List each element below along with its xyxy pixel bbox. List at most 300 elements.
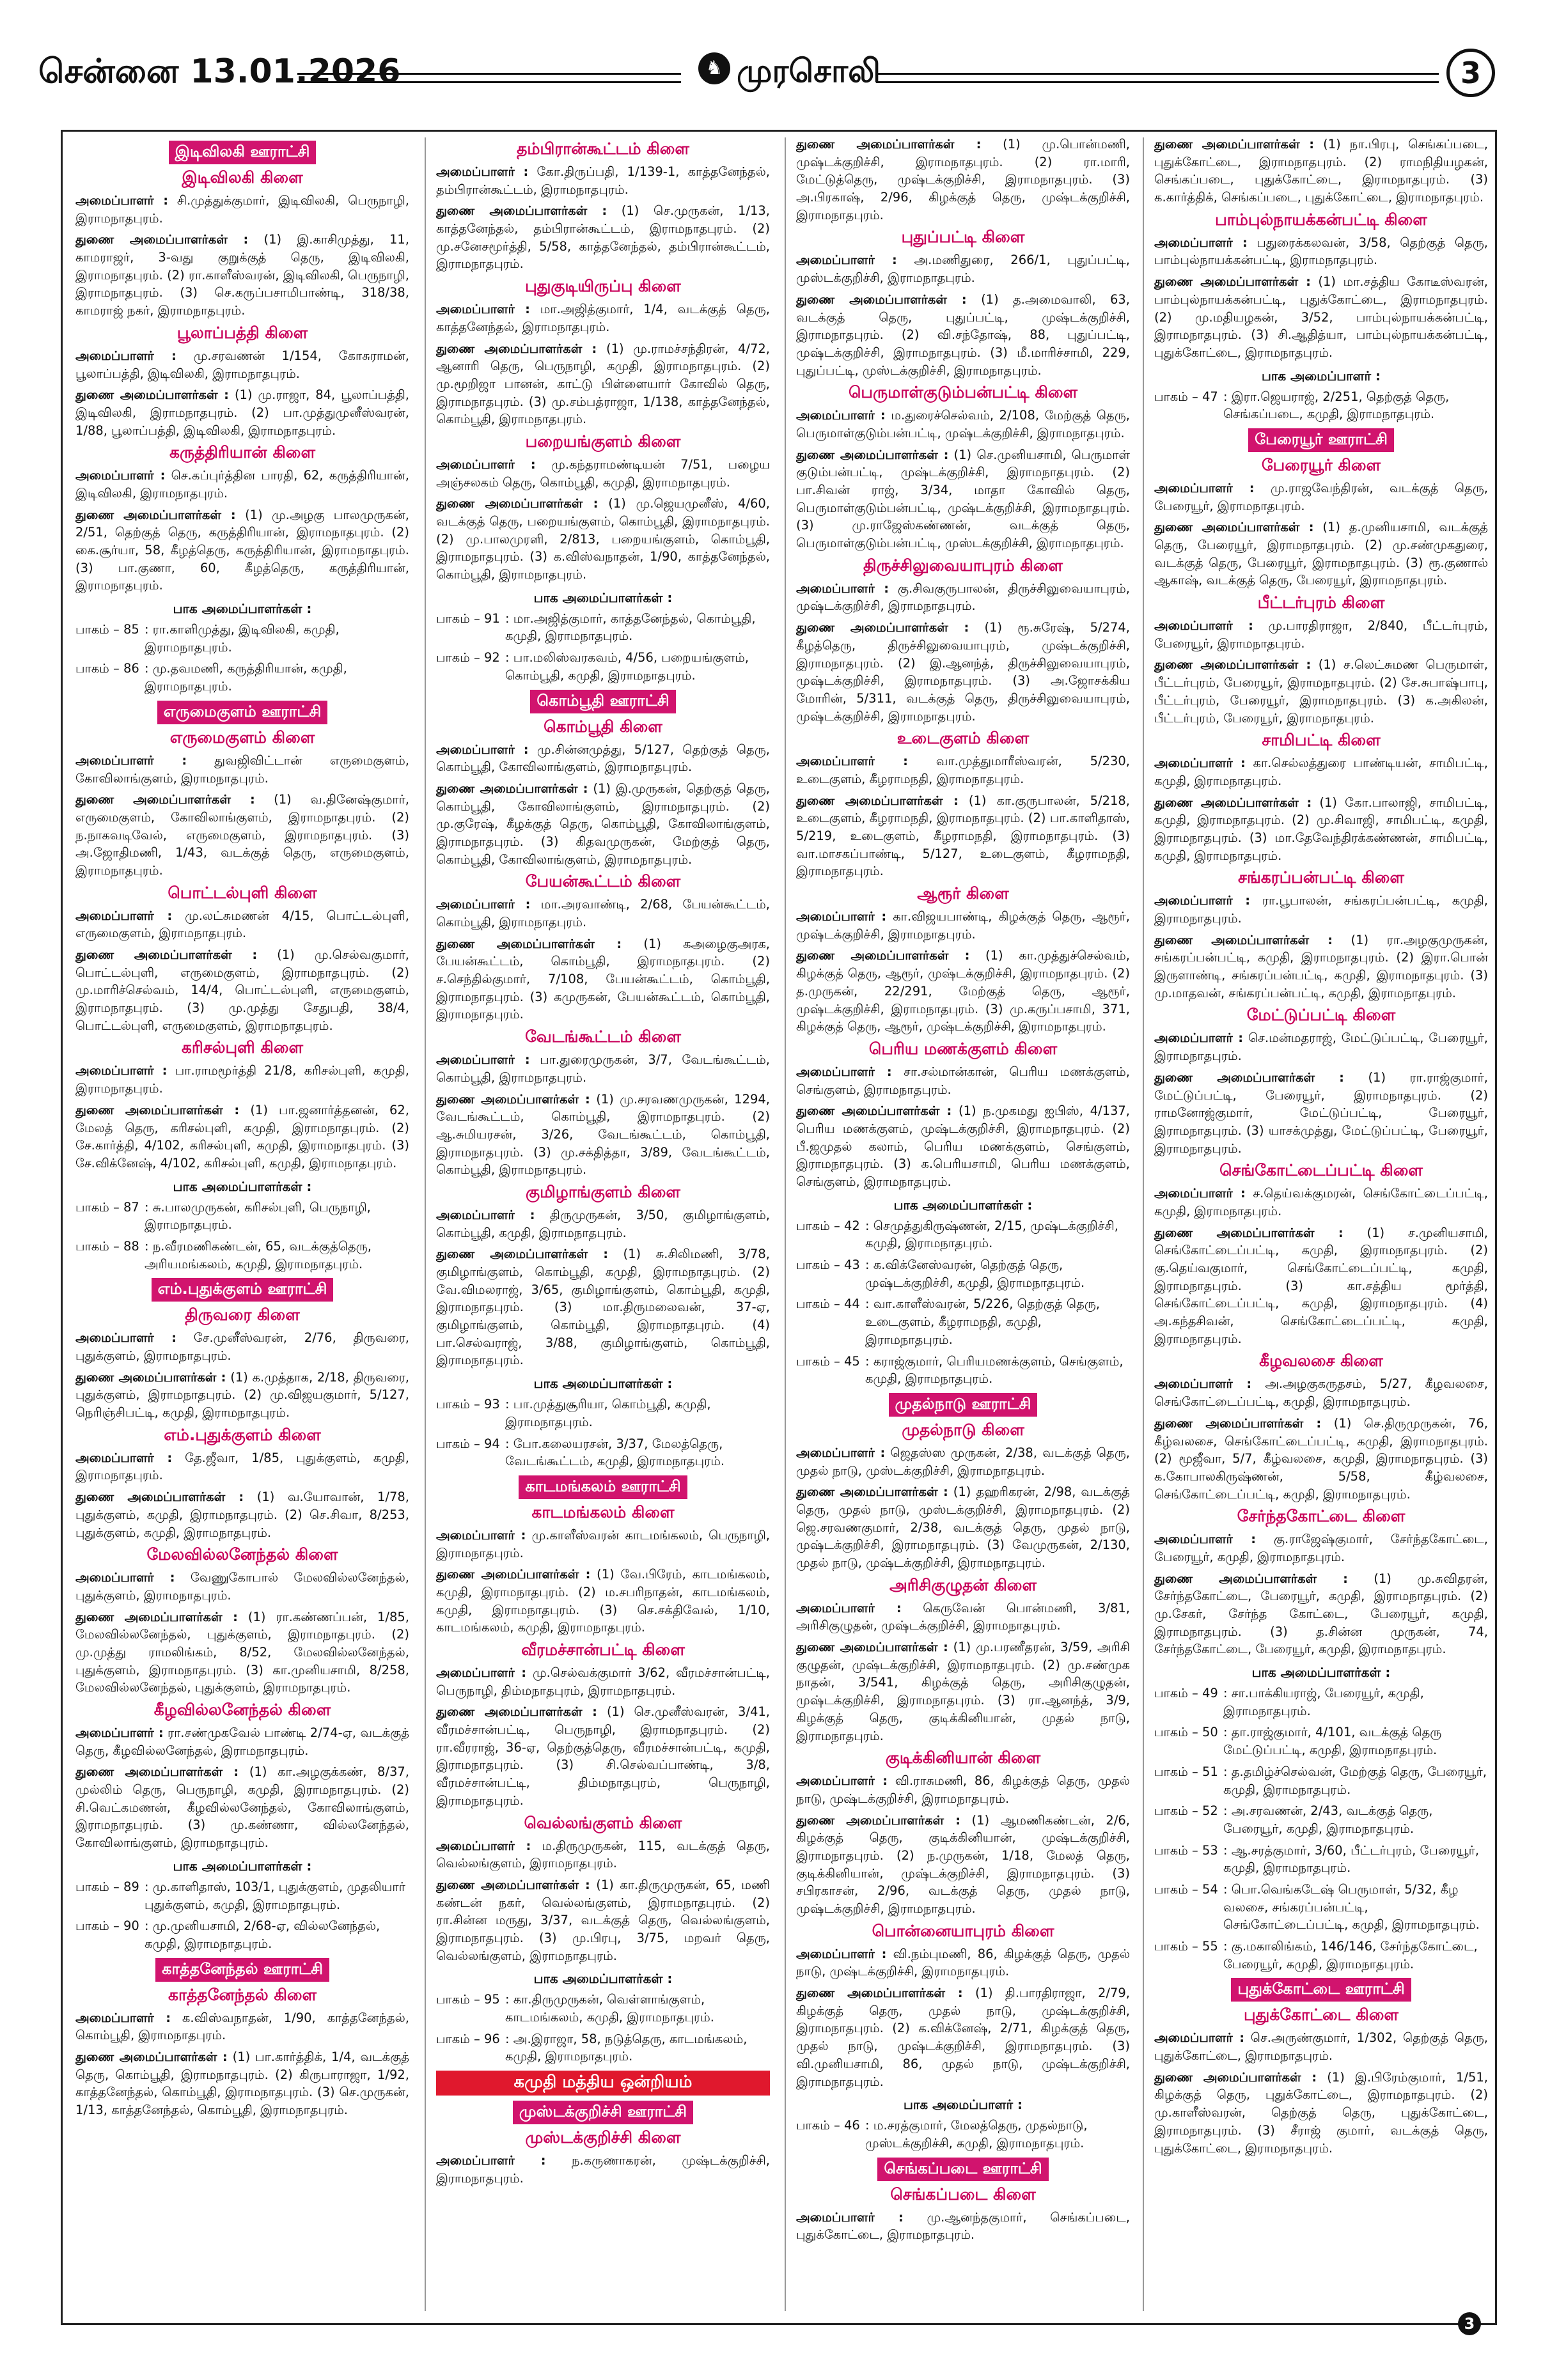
role-label: துணை அமைப்பாளர்கள் : <box>796 1640 948 1655</box>
part-number: பாகம் – 47 <box>1154 389 1218 404</box>
union-banner: கமுதி மத்திய ஒன்றியம் <box>436 2071 770 2096</box>
part-organiser-row <box>436 1991 770 2026</box>
panchayat-name: பேரையூர் ஊராட்சி <box>1248 428 1394 452</box>
panchayat-name: கொம்பூதி ஊராட்சி <box>530 690 675 713</box>
part-number: பாகம் – 50 <box>1154 1725 1218 1740</box>
role-label: துணை அமைப்பாளர்கள் : <box>796 793 959 808</box>
deputy-organisers-entry <box>436 780 770 868</box>
role-label: துணை அமைப்பாளர்கள் : <box>1154 795 1312 810</box>
column-3 <box>796 136 1130 2312</box>
role-label: துணை அமைப்பாளர்கள் : <box>75 1102 240 1117</box>
deputy-organisers-list: (1) மு.பொன்மணி, முஷ்டக்குறிச்சி, இராமநாதபுரம். (2) ரா.மாரி, மேட்டுத்தெரு, முஷ்டக்குறிச்சி, இராமநாதபுரம். (3) அ.பிரகாஷ், 2/96, கிழக்குத் தெரு, முஷ்டக்குறிச்சி, இராமநாதபுரம். <box>796 137 1130 222</box>
organiser-name: ரா.சண்முகவேல் பாண்டி 2/74-ஏ, வடக்குத் தெரு, கீழவில்லனேந்தல், இராமநாதபுரம். <box>75 1725 409 1758</box>
edition-date: சென்னை 13.01.2026 <box>38 52 401 91</box>
branch-title: கருத்திரியான் கிளை <box>169 443 316 462</box>
role-label: துணை அமைப்பாளர்கள் : <box>796 137 982 152</box>
role-label: துணை அமைப்பாளர்கள் : <box>75 1609 238 1624</box>
deputy-organisers-entry <box>75 1608 409 1697</box>
part-organiser-row <box>796 1217 1130 1252</box>
role-label: அமைப்பாளர் : <box>436 2153 546 2168</box>
footer-page-number: 3 <box>1458 2312 1481 2335</box>
panchayat-name: காத்தனேந்தல் ஊராட்சி <box>155 1958 329 1982</box>
part-number: பாகம் – 85 <box>75 622 139 637</box>
part-organiser-name: : கராஜ்குமார், பெரியமணக்குளம், செங்குளம், கமுதி, இராமநாதபுரம். <box>865 1353 1124 1387</box>
role-label: அமைப்பாளர் : <box>75 1570 175 1585</box>
part-number: பாகம் – 51 <box>1154 1764 1218 1779</box>
brand-name: முரசொலி <box>737 52 881 89</box>
deputy-organisers-list: (1) ரா.ராஜ்குமார், மேட்டுப்பட்டி, பேரையூர், இராமநாதபுரம். (2) ராமனோஜ்குமார், மேட்டுப்பட்டி, பேரையூர், இராமநாதபுரம். (3) யாசக்முத்து, மேட்டுப்பட்டி, பேரையூர், இராமநாதபுரம். <box>1154 1069 1488 1156</box>
deputy-organisers-entry <box>75 2048 409 2119</box>
part-organisers-heading: பாக அமைப்பாளர்கள் : <box>533 589 673 605</box>
part-organisers-heading: பாக அமைப்பாளர் : <box>1261 368 1381 384</box>
role-label: அமைப்பாளர் : <box>796 408 886 423</box>
part-number: பாகம் – 87 <box>75 1199 139 1215</box>
organiser-entry <box>436 1664 770 1699</box>
organiser-name: கா.விஜயபாண்டி, கிழக்குத் தெரு, ஆரூர், முஷ்டக்குறிச்சி, இராமநாதபுரம். <box>796 909 1130 942</box>
role-label: அமைப்பாளர் : <box>796 2209 904 2225</box>
part-organiser-name: : வா.காளீஸ்வரன், 5/226, தெற்குத் தெரு, உடைகுளம், கீழராமநதி, கமுதி, இராமநாதபுரம். <box>865 1296 1100 1347</box>
part-organiser-name: : மு.முனியசாமி, 2/68-ஏ, வில்லனேந்தல், கமுதி, இராமநாதபுரம். <box>145 1918 380 1951</box>
organiser-name: தே.ஜீவா, 1/85, புதுக்குளம், கமுதி, இராமநாதபுரம். <box>75 1450 409 1483</box>
deputy-organisers-entry <box>75 1369 409 1422</box>
part-organiser-name: : செமுத்துகிருஷ்ணன், 2/15, முஷ்டக்குறிச்சி, கமுதி, இராமநாதபுரம். <box>865 1218 1118 1251</box>
masthead <box>0 0 1543 147</box>
role-label: அமைப்பாளர் : <box>75 1450 173 1465</box>
part-organiser-name: : க.விக்னேஸ்வரன், தெற்குத் தெரு, முஷ்டக்குறிச்சி, கமுதி, இராமநாதபுரம். <box>865 1257 1085 1290</box>
organiser-entry <box>796 752 1130 788</box>
part-organiser-row <box>1154 1763 1488 1798</box>
role-label: அமைப்பாளர் : <box>436 1052 530 1068</box>
role-label: அமைப்பாளர் : <box>796 1773 888 1789</box>
role-label: துணை அமைப்பாளர்கள் : <box>796 1103 952 1119</box>
organiser-entry <box>1154 2029 1488 2064</box>
branch-title: கீழவலசை கிளை <box>1259 1351 1383 1371</box>
organiser-name: கெருவேன் பொன்மணி, 3/81, அரிசிகுழுதன், முஷ்டக்குறிச்சி, இராமநாதபுரம். <box>796 1600 1130 1633</box>
part-organiser-row <box>436 649 770 684</box>
part-organiser-name: : சு.பாலமுருகன், கரிசல்புளி, பெருநாழி, இராமநாதபுரம். <box>145 1199 371 1233</box>
part-organiser-name: : பொ.வெங்கடேஷ் பெருமாள், 5/32, கீழ வலசை, சங்கரப்பன்பட்டி, செங்கோட்டைப்பட்டி, கமுதி, இராமநாதபுரம். <box>1223 1881 1480 1933</box>
part-organiser-row <box>796 2117 1130 2152</box>
deputy-organisers-entry <box>75 1488 409 1541</box>
deputy-organisers-list: (1) மு.பரணீதரன், 3/59, அரிசி குழுதன், முஷ்டக்குறிச்சி, இராமநாதபுரம். (2) மு.சண்முக நாதன், 3/541, கிழக்குத் தெரு, அரிசிகுழுதன், முஷ்டக்குறிச்சி, இராமநாதபுரம். (3) ரா.ஆனந்த், 3/9, கிழக்குத் தெரு, குடிக்கினியான், முதல் நாடு, இராமநாதபுரம். <box>796 1640 1130 1743</box>
organiser-name: கு.சிவகுருபாலன், திருச்சிலுவையாபுரம், முஷ்டக்குறிச்சி, இராமநாதபுரம். <box>796 580 1130 614</box>
role-label: அமைப்பாளர் : <box>1154 480 1255 495</box>
deputy-organisers-entry <box>75 791 409 879</box>
branch-title: பீட்டர்புரம் கிளை <box>1257 593 1385 612</box>
deputy-organisers-list: (1) மு.சுவிதரன், சேர்ந்தகோட்டை, பேரையூர், கமுதி, இராமநாதபுரம். (2) மு.சேகர், சேர்ந்த கோட்டை, பேரையூர், கமுதி, இராமநாதபுரம். (3) த.சின்ன முருகன், 74, சேர்ந்தகோட்டை, பேரையூர், கமுதி, இராமநாதபுரம். <box>1154 1571 1488 1657</box>
part-organiser-row <box>1154 1684 1488 1720</box>
branch-title: பொட்டல்புளி கிளை <box>168 883 317 902</box>
organiser-name: மா.அஜித்குமார், 1/4, வடக்குத் தெரு, காத்தனேந்தல், இராமநாதபுரம். <box>436 302 770 334</box>
role-label: அமைப்பாளர் : <box>1154 1186 1246 1201</box>
deputy-organisers-entry <box>1154 136 1488 206</box>
role-label: அமைப்பாளர் : <box>1154 1532 1257 1547</box>
panchayat-name: முதல்நாடு ஊராட்சி <box>889 1393 1038 1417</box>
organiser-name: மு.பாரதிராஜா, 2/840, பீட்டர்புரம், பேரையூர், இராமநாதபுரம். <box>1154 618 1488 651</box>
deputy-organisers-entry <box>1154 518 1488 589</box>
organiser-entry <box>796 1444 1130 1479</box>
part-number: பாகம் – 52 <box>1154 1803 1218 1819</box>
organiser-entry <box>796 1063 1130 1098</box>
part-organiser-name: : ரா.காளிமுத்து, இடிவிலகி, கமுதி, இராமநாதபுரம். <box>145 622 340 655</box>
role-label: துணை அமைப்பாளர்கள் : <box>436 496 599 511</box>
branch-title: எருமைகுளம் கிளை <box>169 727 315 747</box>
organiser-name: மு.காளீஸ்வரன் காடமங்கலம், பெருநாழி, இராமநாதபுரம். <box>436 1527 770 1560</box>
part-organiser-name: : ஆ.சரத்குமார், 3/60, பீட்டர்புரம், பேரையூர், கமுதி, இராமநாதபுரம். <box>1223 1842 1480 1876</box>
column-1 <box>75 136 409 2312</box>
deputy-organisers-list: (1) மு.ராஜா, 84, பூலாப்பத்தி, இடிவிலகி, இராமநாதபுரம். (2) பா.முத்துமுனீஸ்வரன், 1/88, பூலாப்பத்தி, இடிவிலகி, இராமநாதபுரம். <box>75 387 409 438</box>
deputy-organisers-entry <box>1154 1415 1488 1503</box>
part-number: பாகம் – 46 <box>796 2118 860 2133</box>
organiser-entry <box>1154 1185 1488 1220</box>
role-label: அமைப்பாளர் : <box>1154 2030 1244 2046</box>
organiser-entry <box>75 467 409 502</box>
role-label: துணை அமைப்பாளர்கள் : <box>75 1764 239 1780</box>
role-label: துணை அமைப்பாளர்கள் : <box>796 620 969 635</box>
part-organiser-row <box>436 610 770 645</box>
deputy-organisers-entry <box>1154 656 1488 727</box>
deputy-organisers-entry <box>1154 1069 1488 1157</box>
role-label: அமைப்பாளர் : <box>75 348 176 363</box>
organiser-entry <box>796 251 1130 286</box>
deputy-organisers-list: (1) ச.முனியசாமி, செங்கோட்டைப்பட்டி, கமுதி, இராமநாதபுரம். (2) கு.தெய்வகுமார், செங்கோட்டைப்பட்டி, கமுதி, இராமநாதபுரம். (3) கா.சத்திய மூர்த்தி, செங்கோட்டைப்பட்டி, கமுதி, இராமநாதபுரம். (4) அ.கந்தசிவன், செங்கோட்டைப்பட்டி, கமுதி, இராமநாதபுரம். <box>1154 1225 1488 1346</box>
elephant-logo-icon: ♞ <box>698 52 730 84</box>
part-number: பாகம் – 42 <box>796 1218 860 1233</box>
organiser-entry <box>796 580 1130 615</box>
role-label: அமைப்பாளர் : <box>1154 1031 1244 1046</box>
organiser-entry <box>75 1449 409 1484</box>
role-label: துணை அமைப்பாளர்கள் : <box>796 447 949 462</box>
part-organiser-row <box>1154 1723 1488 1759</box>
organiser-entry <box>796 1945 1130 1980</box>
panchayat-header <box>75 1958 409 1982</box>
deputy-organisers-entry <box>796 446 1130 552</box>
column-4 <box>1154 136 1488 2312</box>
role-label: துணை அமைப்பாளர்கள் : <box>1154 274 1311 290</box>
role-label: துணை அமைப்பாளர்கள் : <box>436 203 607 219</box>
deputy-organisers-entry <box>796 136 1130 224</box>
role-label: துணை அமைப்பாளர்கள் : <box>1154 657 1312 673</box>
column-2 <box>436 136 770 2312</box>
deputy-organisers-entry <box>436 1091 770 1179</box>
role-label: துணை அமைப்பாளர்கள் : <box>1154 932 1333 947</box>
branch-title: வெல்லங்குளம் கிளை <box>524 1813 682 1832</box>
organiser-name: மா.அரவாண்டி, 2/68, பேயன்கூட்டம், கொம்பூதி, இராமநாதபுரம். <box>436 897 770 929</box>
part-organiser-row <box>75 1917 409 1952</box>
part-organiser-row <box>75 660 409 695</box>
deputy-organisers-list: (1) த.அமைவாலி, 63, வடக்குத் தெரு, புதுப்பட்டி, முஷ்டக்குறிச்சி, இராமநாதபுரம். (2) வி.சந்தோஷ், 88, புதுப்பட்டி, முஷ்டக்குறிச்சி, இராமநாதபுரம். (3) மீ.மாரிச்சாமி, 229, புதுப்பட்டி, முஸ்டக்குறிச்சி, இராமநாதபுரம். <box>796 292 1130 378</box>
part-organisers-heading: பாக அமைப்பாளர்கள் : <box>173 601 312 617</box>
organiser-entry <box>75 1329 409 1364</box>
panchayat-header <box>75 141 409 164</box>
role-label: அமைப்பாளர் : <box>1154 1376 1252 1392</box>
role-label: துணை அமைப்பாளர்கள் : <box>1154 1571 1348 1586</box>
organiser-name: ம.திருமுருகன், 115, வடக்குத் தெரு, வெல்லங்குளம், இராமநாதபுரம். <box>436 1838 770 1871</box>
role-label: துணை அமைப்பாளர்கள் : <box>436 1091 590 1107</box>
deputy-organisers-entry <box>1154 273 1488 361</box>
branch-title: காடமங்கலம் கிளை <box>531 1502 675 1521</box>
part-organiser-name: : த.தமிழ்ச்செல்வன், மேற்குத் தெரு, பேரையூர், கமுதி, இராமநாதபுரம். <box>1223 1764 1487 1797</box>
role-label: அமைப்பாளர் : <box>75 1330 176 1346</box>
deputy-organisers-entry <box>1154 1570 1488 1658</box>
column-divider <box>785 137 786 2311</box>
branch-title: பொன்னையாபுரம் கிளை <box>872 1921 1054 1940</box>
organiser-entry <box>75 1062 409 1097</box>
organiser-name: பா.துரைமுருகன், 3/7, வேடங்கூட்டம், கொம்பூதி, இராமநாதபுரம். <box>436 1052 770 1085</box>
organiser-name: கா.செல்லத்துரை பாண்டியன், சாமிபட்டி, கமுதி, இராமநாதபுரம். <box>1154 756 1488 788</box>
deputy-organisers-entry <box>1154 931 1488 1002</box>
branch-title: சாமிபட்டி கிளை <box>1262 731 1381 750</box>
deputy-organisers-list: (1) சு.சிலிமணி, 3/78, குமிழாங்குளம், கொம்பூதி, கமுதி, இராமநாதபுரம். (2) வே.விமலராஜ், 3/65, குமிழாங்குளம், கொம்பூதி, கமுதி, இராமநாதபுரம். (3) மா.திருமலைவன், 37-ஏ, குமிழாங்குளம், கொம்பூதி, இராமநாதபுரம். (4) பா.செல்வராஜ், 3/88, குமிழாங்குளம், கொம்பூதி, இராமநாதபுரம். <box>436 1247 770 1368</box>
panchayat-name: முஸ்டக்குறிச்சி ஊராட்சி <box>513 2101 693 2124</box>
part-organisers-heading: பாக அமைப்பாளர் : <box>903 2097 1022 2113</box>
organiser-name: வேணுகோபால் மேலவில்லனேந்தல், புதுக்குளம், இராமநாதபுரம். <box>75 1570 409 1603</box>
deputy-organisers-list: (1) கா.குருபாலன், 5/218, உடைகுளம், கீழராமநதி, இராமநாதபுரம். (2) பா.காளிதாஸ், 5/219, உடைகுளம், கீழராமநதி, இராமநாதபுரம். (3) வா.மாசகப்பாண்டி, 5/127, உடைகுளம், கீழராமநதி, இராமநாதபுரம். <box>796 793 1130 879</box>
part-organiser-row <box>1154 388 1488 423</box>
part-organiser-row <box>1154 1802 1488 1837</box>
deputy-organisers-entry <box>436 202 770 273</box>
role-label: அமைப்பாளர் : <box>75 193 168 208</box>
organiser-entry <box>796 1772 1130 1807</box>
organiser-name: அ.மணிதுரை, 266/1, புதுப்பட்டி, முஸ்டக்குறிச்சி, இராமநாதபுரம். <box>796 253 1130 286</box>
deputy-organisers-entry <box>796 1638 1130 1745</box>
organiser-name: க.விஸ்வநாதன், 1/90, காத்தனேந்தல், கொம்பூதி, இராமநாதபுரம். <box>75 2010 409 2043</box>
part-organiser-name: : மு.தவமணி, கருத்திரியான், கமுதி, இராமநாதபுரம். <box>145 661 347 694</box>
part-organiser-name: : பா.மலிஸ்வரகவம், 4/56, பறையங்குளம், கொம்பூதி, கமுதி, இராமநாதபுரம். <box>505 650 749 683</box>
deputy-organisers-list: (1) கா.அழகுக்கண், 8/37, முல்லிம் தெரு, பெருநாழி, கமுதி, இராமநாதபுரம். (2) சி.வெட்கமணன், கீழவில்லனேந்தல், கோவிலாங்குளம், இராமநாதபுரம். (3) மு.கண்ணா, வில்லனேந்தல், கோவிலாங்குளம், இராமநாதபுரம். <box>75 1764 409 1851</box>
organiser-entry <box>796 908 1130 943</box>
role-label: அமைப்பாளர் : <box>1154 893 1251 908</box>
organiser-name: மு.சரவணன் 1/154, கோசுராமன், பூலாப்பத்தி, இடிவிலகி, இராமநாதபுரம். <box>75 348 409 381</box>
organiser-entry <box>436 163 770 198</box>
role-label: துணை அமைப்பாளர்கள் : <box>1154 1225 1343 1240</box>
deputy-organisers-list: (1) கா.திருமுருகன், 65, மணி கண்டன் நகர், வெல்லங்குளம், இராமநாதபுரம். (2) ரா.சின்ன மருது, 3/37, வடக்குத் தெரு, வெல்லங்குளம், இராமநாதபுரம். (3) மு.பிரபு, 3/75, மறவர் தெரு, வெல்லங்குளம், இராமநாதபுரம். <box>436 1877 770 1963</box>
deputy-organisers-entry <box>796 1102 1130 1190</box>
organiser-entry <box>796 2209 1130 2244</box>
deputy-organisers-entry <box>75 386 409 439</box>
part-organiser-row <box>436 1435 770 1470</box>
organiser-entry <box>436 300 770 336</box>
role-label: அமைப்பாளர் : <box>1154 618 1253 634</box>
role-label: அமைப்பாளர் : <box>796 754 908 769</box>
branch-title: பறையங்குளம் கிளை <box>525 432 681 451</box>
panchayat-header <box>1154 1978 1488 2002</box>
panchayat-name: காடமங்கலம் ஊராட்சி <box>519 1475 687 1499</box>
panchayat-header <box>796 2158 1130 2181</box>
organiser-entry <box>1154 1530 1488 1566</box>
part-organisers-heading: பாக அமைப்பாளர்கள் : <box>173 1178 312 1194</box>
part-organiser-name: : போ.கலையரசன், 3/37, மேலத்தெரு, வேடங்கூட்டம், கமுதி, இராமநாதபுரம். <box>505 1436 725 1469</box>
deputy-organisers-list: (1) இ.காசிமுத்து, 11, காமராஜர், 3-வது குறுக்குத் தெரு, இடிவிலகி, இராமநாதபுரம். (2) ரா.காளீஸ்வரன், இடிவிலகி, பெருநாழி, இராமநாதபுரம். (3) செ.கருப்பசாமிபாண்டி, 318/38, காமராஜ் நகர், இராமநாதபுரம். <box>75 232 409 318</box>
branch-title: பூலாப்பத்தி கிளை <box>176 323 308 342</box>
branch-title: பெரிய மணக்குளம் கிளை <box>868 1039 1058 1058</box>
role-label: துணை அமைப்பாளர்கள் : <box>1154 520 1314 535</box>
deputy-organisers-list: (1) கஅழைகுஅரக, பேயன்கூட்டம், கொம்பூதி, இராமநாதபுரம். (2) ச.செந்தில்குமார், 7/108, பேயன்கூட்டம், கொம்பூதி, இராமநாதபுரம். (3) கமுருகன், பேயன்கூட்டம், கொம்பூதி, இராமநாதபுரம். <box>436 936 770 1022</box>
organiser-entry <box>436 1837 770 1872</box>
part-number: பாகம் – 43 <box>796 1257 860 1273</box>
deputy-organisers-entry <box>75 231 409 319</box>
organiser-entry <box>75 347 409 382</box>
role-label: துணை அமைப்பாளர்கள் : <box>75 2049 228 2064</box>
deputy-organisers-list: (1) தி.பாரதிராஜா, 2/79, கிழக்குத் தெரு, முதல் நாடு, முஷ்டக்குறிச்சி, இராமநாதபுரம். (2) க.விக்னேஷ், 2/71, கிழக்குத் தெரு, முதல் நாடு, முஷ்டக்குறிச்சி, இராமநாதபுரம். (3) வி.முனியசாமி, 86, முதல் நாடு, முஷ்டக்குறிச்சி, இராமநாதபுரம். <box>796 1986 1130 2089</box>
part-organiser-row <box>75 1199 409 1234</box>
organiser-entry <box>75 192 409 227</box>
branch-title: அரிசிகுழுதன் கிளை <box>889 1575 1037 1594</box>
deputy-organisers-list: (1) செ.முருகன், 1/13, காத்தனேந்தல், தம்பிரான்கூட்டம், இராமநாதபுரம். (2) மு.சனேசமூர்த்தி, 5/58, காத்தனேந்தல், தம்பிரான்கூட்டம், இராமநாதபுரம். <box>436 203 770 272</box>
deputy-organisers-list: (1) நா.பிரபு, செங்கப்படை, புதுக்கோட்டை, இராமநாதபுரம். (2) ராமநிதியழகன், செங்கப்படை, புதுக்கோட்டை, இராமநாதபுரம். (3) க.கார்த்திக், செங்கப்படை, புதுக்கோட்டை, இராமநாதபுரம். <box>1154 137 1488 205</box>
deputy-organisers-list: (1) செ.முனியசாமி, பெருமாள் குடும்பன்பட்டி, முஷ்டக்குறிச்சி, இராமநாதபுரம். (2) பா.சிவன் ராஜ், 3/34, மாதா கோவில் தெரு, பெருமாள்குடும்பன்பட்டி, முஷ்டக்குறிச்சி, இராமநாதபுரம். (3) மு.ராஜேஸ்கண்ணன், வடக்குத் தெரு, பெருமாள்குடும்பன்பட்டி, முஸ்டக்குறிச்சி, இராமநாதபுரம். <box>796 447 1130 551</box>
deputy-organisers-entry <box>436 1566 770 1637</box>
deputy-organisers-list: (1) த.முனியசாமி, வடக்குத் தெரு, பேரையூர், இராமநாதபுரம். (2) மு.சண்முகதுரை, வடக்குத் தெரு, பேரையூர், இராமநாதபுரம். (3) ரூ.குணால் ஆகாஷ், வடக்குத் தெரு, பேரையூர், இராமநாதபுரம். <box>1154 520 1488 588</box>
panchayat-name: எருமைகுளம் ஊராட்சி <box>157 701 328 724</box>
organiser-name: மு.ராஜவேந்திரன், வடக்குத் தெரு, பேரையூர், இராமநாதபுரம். <box>1154 480 1488 513</box>
deputy-organisers-list: (1) மு.ஜெயமுனீஸ், 4/60, வடக்குத் தெரு, பறையங்குளம், கொம்பூதி, இராமநாதபுரம். (2) மு.பாலமுரளி, 2/813, பறையங்குளம், கொம்பூதி, இராமநாதபுரம். (3) க.விஸ்வநாதன், 1/90, காத்தனேந்தல், கொம்பூதி, இராமநாதபுரம். <box>436 496 770 582</box>
part-number: பாகம் – 91 <box>436 611 500 626</box>
deputy-organisers-list: (1) செ.திருமுருகன், 76, கீழ்வலசை, செங்கோட்டைப்பட்டி, கமுதி, இராமநாதபுரம். (2) மூஜீவா, 5/7, கீழ்வலசை, கமுதி, இராமநாதபுரம். (3) க.கோபாலகிருஷ்ணன், 5/58, கீழ்வலசை, செங்கோட்டைப்பட்டி, கமுதி, இராமநாதபுரம். <box>1154 1415 1488 1502</box>
role-label: துணை அமைப்பாளர்கள் : <box>75 1369 226 1385</box>
role-label: துணை அமைப்பாளர்கள் : <box>436 1877 590 1892</box>
organiser-name: மு.சின்னமுத்து, 5/127, தெற்குத் தெரு, கொம்பூதி, கோவிலாங்குளம், இராமநாதபுரம். <box>436 742 770 775</box>
branch-title: திருச்சிலுவையாபுரம் கிளை <box>863 556 1063 575</box>
part-organiser-row <box>1154 1881 1488 1934</box>
organiser-name: ந.கருணாகரன், முஷ்டக்குறிச்சி, இராமநாதபுரம். <box>436 2153 770 2186</box>
deputy-organisers-entry <box>1154 1224 1488 1348</box>
deputy-organisers-list: (1) மு.அழகு பாலமுருகன், 2/51, தெற்குத் தெரு, கருத்திரியான், இராமநாதபுரம். (2) கை.சூர்யா, 58, கீழத்தெரு, கருத்திரியான், இராமநாதபுரம். (3) பா.குணா, 60, கீழத்தெரு, கருத்திரியான், இராமநாதபுரம். <box>75 507 409 593</box>
deputy-organisers-list: (1) வ.யோவான், 1/78, புதுக்குளம், கமுதி, இராமநாதபுரம். (2) செ.சிவா, 8/253, புதுக்குளம், கமுதி, இராமநாதபுரம். <box>75 1489 409 1540</box>
part-organisers-heading: பாக அமைப்பாளர்கள் : <box>893 1197 1033 1213</box>
organiser-name: சே.முனீஸ்வரன், 2/76, திருவரை, புதுக்குளம், இராமநாதபுரம். <box>75 1330 409 1363</box>
part-number: பாகம் – 53 <box>1154 1842 1218 1858</box>
page-number-badge: 3 <box>1446 49 1495 97</box>
role-label: துணை அமைப்பாளர்கள் : <box>75 232 249 247</box>
role-label: அமைப்பாளர் : <box>75 908 173 923</box>
branch-title: பாம்புல்நாயக்கன்பட்டி கிளை <box>1215 210 1427 229</box>
part-number: பாகம் – 54 <box>1154 1881 1218 1897</box>
organiser-name: ச.தெய்வக்குமரன், செங்கோட்டைப்பட்டி, கமுதி, இராமநாதபுரம். <box>1154 1186 1488 1218</box>
part-organiser-row <box>436 1396 770 1431</box>
part-organiser-row <box>75 1238 409 1273</box>
organiser-name: மு.செல்வக்குமார் 3/62, வீரமச்சான்பட்டி, பெருநாழி, திம்மநாதபுரம், இராமநாதபுரம். <box>436 1665 770 1698</box>
part-organiser-row <box>75 1878 409 1913</box>
branch-title: குமிழாங்குளம் கிளை <box>526 1182 680 1201</box>
panchayat-header <box>75 1278 409 1302</box>
part-organisers-heading: பாக அமைப்பாளர்கள் : <box>1251 1665 1391 1681</box>
panchayat-header <box>436 2101 770 2124</box>
branch-title: பேயன்கூட்டம் கிளை <box>525 872 681 891</box>
deputy-organisers-entry <box>75 1101 409 1172</box>
organiser-entry <box>436 1051 770 1086</box>
role-label: அமைப்பாளர் : <box>75 1063 168 1078</box>
panchayat-header <box>1154 428 1488 452</box>
branch-title: கரிசல்புளி கிளை <box>181 1038 304 1057</box>
part-organiser-name: : அ.இராஜா, 58, நடுத்தெரு, காடமங்கலம், கமுதி, இராமநாதபுரம். <box>505 2031 748 2064</box>
role-label: துணை அமைப்பாளர்கள் : <box>436 1567 591 1582</box>
part-organisers-heading: பாக அமைப்பாளர்கள் : <box>533 1971 673 1987</box>
part-organiser-row <box>1154 1938 1488 1973</box>
organiser-entry <box>436 896 770 931</box>
role-label: அமைப்பாளர் : <box>796 909 887 924</box>
part-number: பாகம் – 44 <box>796 1296 860 1312</box>
part-number: பாகம் – 89 <box>75 1879 139 1894</box>
organiser-entry <box>796 407 1130 442</box>
column-divider <box>425 137 426 2311</box>
deputy-organisers-entry <box>436 340 770 428</box>
organiser-entry <box>436 1206 770 1241</box>
deputy-organisers-list: (1) ரா.கண்ணப்பன், 1/85, மேலவில்லனேந்தல், புதுக்குளம், இராமநாதபுரம். (2) மு.முத்து ராமலிங்கம், 8/52, மேலவில்லனேந்தல், புதுக்குளம், இராமநாதபுரம். (3) கா.முனியசாமி, 8/258, மேலவில்லனேந்தல், புதுக்குளம், இராமநாதபுரம். <box>75 1609 409 1695</box>
role-label: துணை அமைப்பாளர்கள் : <box>796 948 970 963</box>
part-number: பாகம் – 55 <box>1154 1939 1218 1954</box>
organiser-name: வி.நம்புமணி, 86, கிழக்குத் தெரு, முதல் நாடு, முஷ்டக்குறிச்சி, இராமநாதபுரம். <box>796 1946 1130 1979</box>
part-organiser-name: : மா.அஜித்குமார், காத்தனேந்தல், கொம்பூதி, கமுதி, இராமநாதபுரம். <box>505 611 756 644</box>
part-organiser-name: : ம.சரத்குமார், மேலத்தெரு, முதல்நாடு, முஸ்டக்குறிச்சி, கமுதி, இராமநாதபுரம். <box>865 2118 1088 2151</box>
deputy-organisers-entry <box>1154 794 1488 865</box>
part-organiser-row <box>796 1295 1130 1348</box>
deputy-organisers-entry <box>796 619 1130 725</box>
role-label: துணை அமைப்பாளர்கள் : <box>796 1986 963 2001</box>
role-label: அமைப்பாளர் : <box>1154 235 1248 250</box>
branch-title: காத்தனேந்தல் கிளை <box>168 1985 317 2004</box>
deputy-organisers-entry <box>796 1984 1130 2090</box>
part-number: பாகம் – 49 <box>1154 1686 1218 1701</box>
deputy-organisers-entry <box>1154 2069 1488 2157</box>
organiser-entry <box>75 2009 409 2044</box>
role-label: அமைப்பாளர் : <box>436 1665 527 1680</box>
branch-title: பேரையூர் கிளை <box>1261 455 1381 474</box>
deputy-organisers-entry <box>75 506 409 595</box>
role-label: அமைப்பாளர் : <box>796 1600 902 1615</box>
part-organiser-name: : அ.சரவணன், 2/43, வடக்குத் தெரு, பேரையூர், கமுதி, இராமநாதபுரம். <box>1223 1803 1433 1836</box>
deputy-organisers-list: (1) வ.தினேஷ்குமார், எருமைகுளம், கோவிலாங்குளம், இராமநாதபுரம். (2) ந.நாகவடிவேல், எருமைகுளம், இராமநாதபுரம். (3) அ.ஜோதிமணி, 1/43, வடக்குத் தெரு, எருமைகுளம், இராமநாதபுரம். <box>75 792 409 878</box>
deputy-organisers-entry <box>436 1245 770 1369</box>
role-label: துணை அமைப்பாளர்கள் : <box>75 1489 244 1505</box>
deputy-organisers-list: (1) மு.செல்வகுமார், பொட்டல்புளி, எருமைகுளம், இராமநாதபுரம். (2) மு.மாரிச்செல்வம், 14/4, பொட்டல்புளி, எருமைகுளம், இராமநாதபுரம். (3) மு.முத்து சேதுபதி, 38/4, பொட்டல்புளி, எருமைகுளம், இராமநாதபுரம். <box>75 947 409 1033</box>
organiser-name: வி.ராசுமணி, 86, கிழக்குத் தெரு, முதல் நாடு, முஷ்டக்குறிச்சி, இராமநாதபுரம். <box>796 1773 1130 1806</box>
branch-title: இடிவிலகி கிளை <box>182 168 303 187</box>
branch-title: புதுப்பட்டி கிளை <box>901 228 1025 247</box>
panchayat-name: செங்கப்படை ஊராட்சி <box>877 2158 1048 2181</box>
part-organiser-row <box>75 621 409 656</box>
deputy-organisers-list: (1) பா.கார்த்திக், 1/4, வடக்குத் தெரு, கொம்பூதி, இராமநாதபுரம். (2) கிருபாராஜா, 1/92, காத்தனேந்தல், கொம்பூதி, இராமநாதபுரம். (3) செ.முருகன், 1/13, காத்தனேந்தல், கொம்பூதி, இராமநாதபுரம். <box>75 2049 409 2117</box>
panchayat-name: எம்.புதுக்குளம் ஊராட்சி <box>152 1278 334 1302</box>
masthead-rule-right <box>876 73 1439 83</box>
part-organiser-name: : ந.வீரமணிகண்டன், 65, வடக்குத்தெரு, அரியமங்கலம், கமுதி, இராமநாதபுரம். <box>145 1238 372 1272</box>
organiser-entry <box>436 456 770 491</box>
role-label: அமைப்பாளர் : <box>436 1838 531 1853</box>
part-organiser-name: : சா.பாக்கியராஜ், பேரையூர், கமுதி, இராமநாதபுரம். <box>1223 1686 1424 1718</box>
organiser-name: கு.ராஜேஷ்குமார், சேர்ந்தகோட்டை, பேரையூர், கமுதி, இராமநாதபுரம். <box>1154 1532 1488 1564</box>
organiser-entry <box>1154 892 1488 927</box>
deputy-organisers-list: (1) மு.சரவணமுருகன், 1294, வேடங்கூட்டம், கொம்பூதி, இராமநாதபுரம். (2) ஆ.சுமியரசன், 3/26, வேடங்கூட்டம், கொம்பூதி, இராமநாதபுரம். (3) மு.சக்தித்தா, 3/89, வேடங்கூட்டம், கொம்பூதி, இராமநாதபுரம். <box>436 1091 770 1178</box>
organiser-entry <box>1154 479 1488 515</box>
branch-title: குடிக்கினியான் கிளை <box>885 1748 1041 1768</box>
role-label: துணை அமைப்பாளர்கள் : <box>436 1704 597 1720</box>
panchayat-header <box>75 701 409 724</box>
deputy-organisers-entry <box>436 1703 770 1809</box>
part-number: பாகம் – 86 <box>75 661 139 676</box>
panchayat-name: இடிவிலகி ஊராட்சி <box>169 141 317 164</box>
organiser-entry <box>796 1599 1130 1635</box>
role-label: அமைப்பாளர் : <box>796 253 897 268</box>
organiser-entry <box>75 752 409 787</box>
organiser-name: திருமுருகன், 3/50, குமிழாங்குளம், கொம்பூதி, கமுதி, இராமநாதபுரம். <box>436 1207 770 1240</box>
deputy-organisers-list: (1) பா.ஜனார்த்தனன், 62, மேலத் தெரு, கரிசல்புளி, கமுதி, இராமநாதபுரம். (2) சே.கார்த்தி, 4/102, கரிசல்புளி, கமுதி, இராமநாதபுரம். (3) சே.விக்னேஷ், 4/102, கரிசல்புளி, கமுதி, இராமநாதபுரம். <box>75 1102 409 1171</box>
role-label: அமைப்பாளர் : <box>75 1725 164 1740</box>
role-label: துணை அமைப்பாளர்கள் : <box>436 781 588 796</box>
branch-title: மேலவில்லனேந்தல் கிளை <box>146 1545 338 1564</box>
role-label: அமைப்பாளர் : <box>436 164 529 179</box>
column-divider <box>1143 137 1144 2311</box>
organiser-entry <box>436 1527 770 1562</box>
